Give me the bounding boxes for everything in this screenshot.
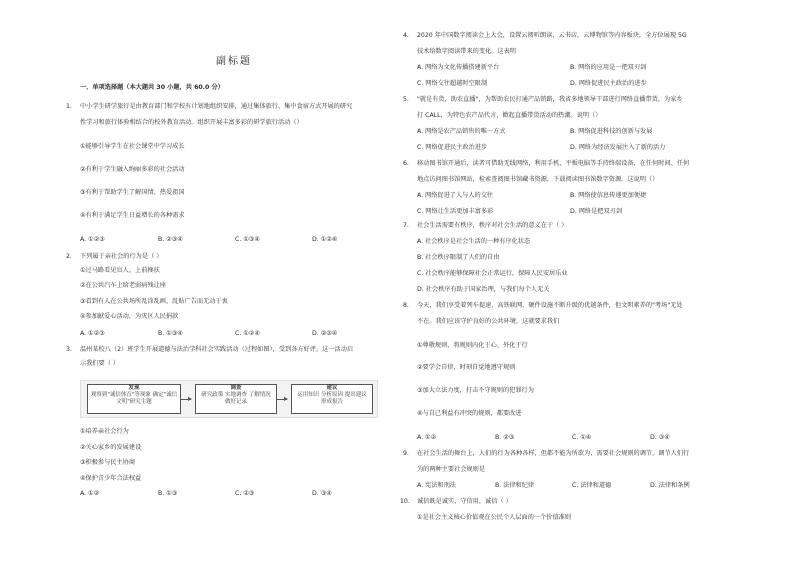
statement: ②要学会自律，时刻自觉地遵守规则 <box>417 364 516 371</box>
statement: ③加大立法力度，打击不守规则的犯罪行为 <box>417 387 534 394</box>
option-a[interactable]: A. ①②③ <box>80 236 105 243</box>
option-a[interactable]: A. 网络是农产品销售的唯一方式 <box>417 128 506 135</box>
option-a[interactable]: A. 宪法和刑法 <box>417 482 456 489</box>
option-b[interactable]: B. 社会秩序限制了人们的自由 <box>417 254 500 261</box>
question-number: 6. <box>403 160 409 167</box>
option-a[interactable]: A. 网络促进了人与人的交往 <box>417 192 494 199</box>
statement: ④参加献爱心活动，为灾区人民捐款 <box>80 313 179 320</box>
question-text: 下列属于亲社会的行为是（ ） <box>80 253 163 260</box>
question-number: 7. <box>403 222 409 229</box>
question-text: 2020 年中国数字阅读会上大会，设置云阅听朗读，云书店，云博物馆等内容板块，全方位展现 5G <box>417 32 687 39</box>
option-c[interactable]: C. ①②④ <box>235 330 260 337</box>
arrow-icon <box>277 399 287 400</box>
statement: ①能够引导学生在社会课堂中学习成长 <box>80 143 185 150</box>
option-d[interactable]: D. 社会秩序有助于国家治理，与我们每个人无关 <box>417 286 550 293</box>
option-c[interactable]: C. 网络促进民主政治进步 <box>417 144 488 151</box>
question-number: 2. <box>66 253 72 260</box>
option-a[interactable]: A. ①②③ <box>80 330 105 337</box>
question-number: 9. <box>403 450 409 457</box>
question-text: 温州某校八（2）班学生开展道德与法治学科社会实践活动（过程如图），受到各方好评。这一活动启 <box>80 346 354 353</box>
option-d[interactable]: D. 网络为经济发展注入了新的活力 <box>570 144 666 151</box>
statement: ②有利于学生融入绚丽多彩的社会活动 <box>80 166 185 173</box>
statement: ②在公共汽车上给老弱病残让座 <box>80 282 166 289</box>
question-text: 技术给数字阅读带来的变化。这表明 <box>417 48 516 55</box>
option-a[interactable]: A. 网络为文化传播搭建新平台 <box>417 64 500 71</box>
option-c[interactable]: C. ①④ <box>572 434 592 441</box>
option-d[interactable]: D. ①②④ <box>312 236 338 243</box>
option-b[interactable]: B. ①③④ <box>158 330 183 337</box>
flow-step-text: 运用知识 分析原因 提出建议 形成报告 <box>297 392 367 405</box>
question-text: 今天，我们享受着列车提速、高铁联网，硬件设施不断升级的优越条件，但文明素养的"考场"无处 <box>417 302 683 309</box>
flow-step-suggest <box>291 384 373 414</box>
question-text: 移动图书馆开通后，读者可借助无线网络，利用手机、平板电脑等手持终端设备，在任何时间、任何 <box>417 160 690 167</box>
question-text: 性学习和旅行体验相结合的校外教育活动。组织开展丰富多彩的研学旅行活动（） <box>80 119 303 126</box>
statement: ③有利于帮助学生了解国情、热爱祖国 <box>80 189 185 196</box>
option-d[interactable]: D. 网络是把双刃剑 <box>570 208 623 215</box>
flow-step-text: 研究政策 实地调查 了解情况 做好记录 <box>201 392 271 405</box>
section-heading: 一、单项选择题（本大题共 30 小题，共 60.0 分） <box>80 84 224 91</box>
option-c[interactable]: C. ②③ <box>235 490 255 497</box>
option-c[interactable]: C. ①③④ <box>235 236 260 243</box>
statement: ④保护青少年合法权益 <box>80 475 142 482</box>
flow-step-title: 建议 <box>326 385 338 391</box>
question-number: 8. <box>403 302 409 309</box>
statement: ④与自己利益有冲突的规则，都要改进 <box>417 410 522 417</box>
statement: ①过马路看见盲人，上前搀扶 <box>80 267 160 274</box>
question-number: 3. <box>66 346 72 353</box>
flow-step-investigate <box>195 384 277 414</box>
statement: ③看到有人在公共场所乱涂乱画，乱贴广告而无动于衷 <box>80 298 228 305</box>
option-d[interactable]: D. ②③④ <box>312 330 338 337</box>
question-number: 5. <box>403 96 409 103</box>
question-text: 示我们要（ ） <box>80 360 120 367</box>
statement: ④有利于满足学生日益增长的各种需求 <box>80 212 185 219</box>
flow-step-title: 调查 <box>230 385 242 391</box>
option-d[interactable]: D. 网络促进民主政治的进步 <box>570 80 647 87</box>
process-diagram <box>80 380 378 418</box>
option-b[interactable]: B. 网络的应用是一把双刃剑 <box>570 64 647 71</box>
question-text: 打 CALL，为特色农产品代言，掀起直播带货活动的热潮。说明（） <box>417 112 602 119</box>
statement: ③积极参与民主协商 <box>80 459 136 466</box>
question-number: 1. <box>66 103 72 110</box>
arrow-icon <box>181 399 191 400</box>
question-text: 为的两种主要社会规则是 <box>417 466 486 473</box>
question-number: 10. <box>400 498 410 505</box>
option-d[interactable]: D. ③④ <box>312 490 332 497</box>
statement: ①是社会主义核心价值观在公民个人层面的一个价值准则 <box>417 514 572 521</box>
question-text: "就是有货，助农直播"，为帮助农民打通产品销路，我省多地领导干部进行网络直播带货，为家乡 <box>417 96 683 103</box>
option-b[interactable]: B. ①③ <box>158 490 178 497</box>
page-title: 副标题 <box>216 56 252 67</box>
question-text: 地点访问图书馆网站，检索查阅图书馆藏书资源，下载阅读图书馆数字资源。这说明（） <box>417 176 659 183</box>
question-text: 社会生活需要有秩序，秩序对社会生活的意义在于（ ） <box>417 222 568 229</box>
option-d[interactable]: D. ③④ <box>650 434 670 441</box>
flow-step-title: 发现 <box>128 385 140 391</box>
option-a[interactable]: A. ①② <box>417 434 437 441</box>
option-b[interactable]: B. 网络使信息传递更加便捷 <box>570 192 647 199</box>
option-a[interactable]: A. ①② <box>80 490 100 497</box>
question-text: 诚信既是诚实、守信用，诚信（ ） <box>417 498 512 505</box>
flow-step-text: 观察到"诚信体育"等现象 确定"诚信文明"研究主题 <box>90 392 178 405</box>
option-b[interactable]: B. ②③④ <box>158 236 183 243</box>
option-b[interactable]: B. 法律和纪律 <box>495 482 535 489</box>
question-number: 4. <box>403 32 409 39</box>
option-a[interactable]: A. 社会秩序是社会生活的一种有序化状态 <box>417 238 531 245</box>
option-c[interactable]: C. 法律和道德 <box>572 482 612 489</box>
question-text: 不在。我们应该守护良好的公共环境，这就要求我们 <box>417 318 560 325</box>
option-c[interactable]: C. 网络让生活更加丰富多彩 <box>417 208 494 215</box>
option-d[interactable]: D. 法律和条例 <box>650 482 690 489</box>
question-text: 在社会生活的舞台上，人们的行为各种各样，但都不能为所欲为，需要社会规则的调节，调节人们行 <box>417 450 690 457</box>
option-b[interactable]: B. 网络促进科技的创新与发展 <box>570 128 653 135</box>
statement: ①培养亲社会行为 <box>80 428 129 435</box>
option-c[interactable]: C. 社会秩序能够保障社会正常运行，保障人民安居乐业 <box>417 270 568 277</box>
flow-step-discover <box>87 384 181 414</box>
option-b[interactable]: B. ②③ <box>495 434 515 441</box>
statement: ①尊敬规则，将规则内化于心、外化于行 <box>417 342 528 349</box>
question-text: 中小学生研学旅行是由教育部门和学校有计划地组织安排，通过集体旅行、集中食宿方式开展的研究 <box>80 103 353 110</box>
statement: ②关心家乡的发展建设 <box>80 444 142 451</box>
option-c[interactable]: C. 网络交往超越时空限制 <box>417 80 488 87</box>
